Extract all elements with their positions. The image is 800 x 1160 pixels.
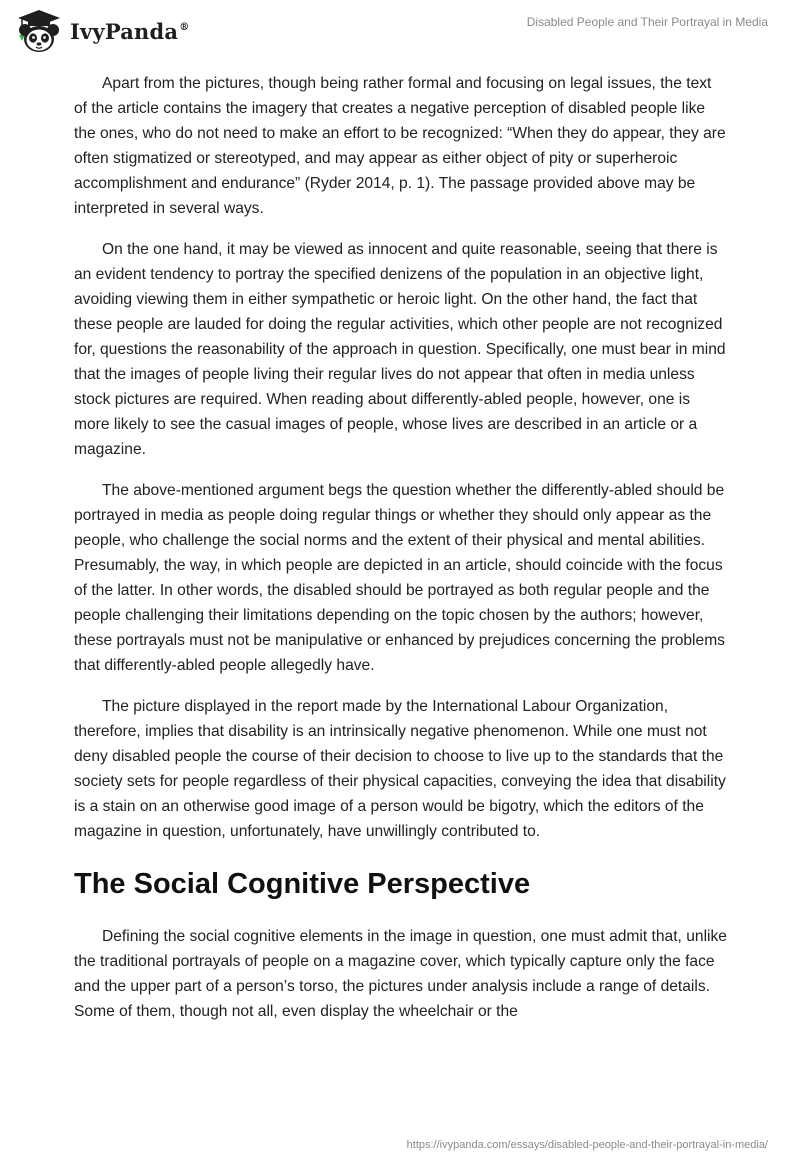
brand-name: IvyPanda® (70, 18, 190, 44)
paragraph: The picture displayed in the report made by the International Labour Organization, therefore, implies that disability is an intrinsically negative phenomenon. While one must not deny disabled people the course of their decision to choose to live up to the standards that the society sets for people regardless of their physical capacities, conveying the idea that disability is a stain on an otherwise good image of a person would be bigotry, which the editors of the magazine in question, unfortunately, have unwillingly contributed to. (74, 698, 726, 840)
page-header (0, 0, 800, 70)
document-title: Disabled People and Their Portrayal in Media (526, 15, 768, 29)
article-body (74, 71, 728, 1040)
registered-mark: ® (179, 21, 190, 33)
source-url[interactable]: https://ivypanda.com/essays/disabled-people-and-their-portrayal-in-media/ (406, 1139, 768, 1151)
paragraph: The above-mentioned argument begs the question whether the differently-abled should be portrayed in media as people doing regular things or whether they should only appear as the people, who challenge the social norms and the extent of their physical and mental abilities. Presumably, the way, in which people are depicted in an article, should coincide with the focus of the latter. In other words, the disabled should be portrayed as both regular people and the people challenging their limitations depending on the topic chosen by the authors; however, these portrayals must not be manipulative or enhanced by prejudices concerning the problems that differently-abled people allegedly have. (74, 482, 725, 674)
paragraph: On the one hand, it may be viewed as innocent and quite reasonable, seeing that there is an evident tendency to portray the specified denizens of the population in an objective light, avoiding viewing them in either sympathetic or heroic light. On the other hand, the fact that these people are lauded for doing the regular activities, which other people are not recognized for, questions the reasonability of the approach in question. Specifically, one must bear in mind that the images of people living their regular lives do not appear that often in media unless stock pictures are required. When reading about differently-abled people, however, one is more likely to see the casual images of people, whose lives are described in an article or a magazine. (74, 241, 726, 458)
section-heading: The Social Cognitive Perspective (74, 868, 531, 900)
paragraph: Apart from the pictures, though being rather formal and focusing on legal issues, the text of the article contains the imagery that creates a negative perception of disabled people like the ones, who do not need to make an effort to be recognized: “When they do appear, they are often stigmatized or stereotyped, and may appear as either object of pity or superheroic accomplishment and endurance” (Ryder 2014, p. 1). The passage provided above may be interpreted in several ways. (74, 75, 726, 217)
paragraph: Defining the social cognitive elements in the image in question, one must admit that, unlike the traditional portrayals of people on a magazine cover, which typically capture only the face and the upper part of a person’s torso, the pictures under analysis include a range of details. Some of them, though not all, even display the wheelchair or the (74, 928, 727, 1020)
panda-graduation-cap-icon (14, 8, 64, 54)
ivypanda-logo[interactable] (14, 8, 189, 54)
